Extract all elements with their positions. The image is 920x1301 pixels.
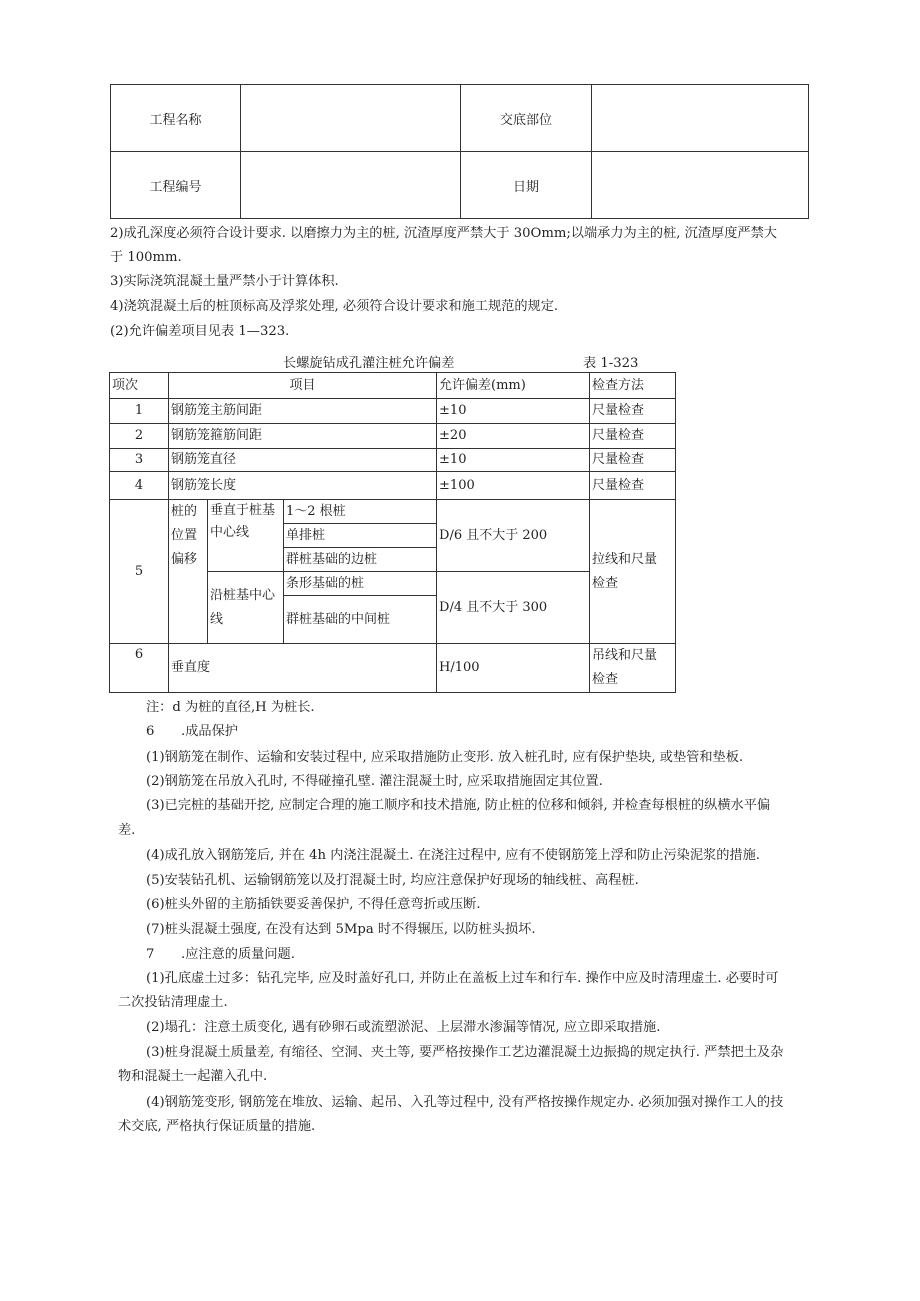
row-method: 尺量检查	[590, 449, 676, 472]
row-method: 尺量检查	[590, 472, 676, 500]
row-tolerance: ±10	[437, 449, 590, 472]
row-item: 钢筋笼直径	[169, 449, 437, 472]
section7-number: 7	[146, 947, 155, 962]
row-method: 尺量检查	[590, 399, 676, 424]
project-no-value	[241, 152, 461, 219]
col-header-method: 检查方法	[590, 373, 676, 399]
tolerance-table	[109, 372, 676, 693]
table-row	[110, 399, 676, 424]
section6-line: (3)已完桩的基础开挖, 应制定合理的施工顺序和技术措施, 防止桩的位移和倾斜, 并检查每根桩的纵横水平偏	[146, 798, 771, 813]
section7-title: .应注意的质量问题.	[181, 947, 295, 962]
row-tolerance: ±100	[437, 472, 590, 500]
row5-item-line: 偏移	[171, 552, 198, 567]
row-item: 钢筋笼长度	[169, 472, 437, 500]
row-no: 3	[110, 449, 169, 472]
table-note: 注：d 为桩的直径,H 为桩长.	[146, 700, 315, 715]
row5-item-line: 桩的	[171, 504, 198, 519]
row-tolerance: H/100	[437, 644, 590, 693]
table-row	[110, 424, 676, 449]
intro-line: 2)成孔深度必须符合设计要求. 以磨擦力为主的桩, 沉渣厚度严禁大于 30Omm;以端承力为主的桩, 沉渣厚度严禁大	[110, 226, 777, 241]
project-no-label: 工程编号	[111, 152, 241, 219]
row5-sub: 单排桩	[284, 524, 437, 548]
handover-part-value	[592, 85, 809, 152]
row5-sub: 群桩基础的中间桩	[284, 596, 437, 644]
perpendicular-line: 垂直于桩基	[210, 503, 276, 518]
section6-number: 6	[146, 724, 155, 739]
row5-perpendicular	[208, 500, 284, 572]
section7-line: (4)钢筋笼变形, 钢筋笼在堆放、运输、起吊、入孔等过程中, 没有严格按操作规定办. 必须加强对操作工人的技	[146, 1095, 784, 1110]
row-no: 6	[110, 644, 169, 693]
project-name-label: 工程名称	[111, 85, 241, 152]
intro-line: 于 100mm.	[110, 250, 182, 265]
section7-line: (3)桩身混凝土质量差, 有缩径、空洞、夹土等, 要严格按操作工艺边灌混凝土边振捣的规定执行. 严禁把土及杂	[146, 1045, 784, 1060]
section7-line: 术交底, 严格执行保证质量的措施.	[118, 1119, 316, 1134]
row5-item	[169, 500, 208, 644]
handover-part-label: 交底部位	[461, 85, 592, 152]
row5-tolerance-2: D/4 且不大于 300	[437, 572, 590, 644]
row-no: 1	[110, 399, 169, 424]
row-no: 2	[110, 424, 169, 449]
row5-item-line: 位置	[171, 528, 198, 543]
row5-method	[590, 500, 676, 644]
method-line: 检查	[592, 575, 619, 591]
along-line: 线	[210, 611, 224, 627]
section6-line: (7)桩头混凝土强度, 在没有达到 5Mpa 时不得辗压, 以防桩头损坏.	[146, 922, 536, 937]
table-number: 表 1-323	[583, 356, 639, 371]
table-row	[110, 472, 676, 500]
section7-line: 物和混凝土一起灌入孔中.	[118, 1069, 268, 1084]
row5-sub: 条形基础的桩	[284, 572, 437, 596]
perpendicular-line: 中心线	[210, 525, 250, 540]
row-item: 垂直度	[169, 644, 437, 693]
section7-line: (2)塌孔：注意土质变化, 遇有砂卵石或流塑淤泥、上层滞水渗漏等情况, 应立即采取措施.	[146, 1020, 661, 1035]
section6-line: (5)安装钻孔机、运输钢筋笼以及打混凝土时, 均应注意保护好现场的轴线桩、高程桩.	[146, 873, 639, 888]
row6-method	[590, 644, 676, 693]
row-no: 4	[110, 472, 169, 500]
date-label: 日期	[461, 152, 592, 219]
section6-line: 差.	[118, 823, 136, 838]
row5-sub: 群桩基础的边桩	[284, 548, 437, 572]
row5-tolerance-1: D/6 且不大于 200	[437, 500, 590, 572]
project-name-value	[241, 85, 461, 152]
intro-line: 4)浇筑混凝土后的桩顶标高及浮浆处理, 必须符合设计要求和施工规范的规定.	[110, 299, 559, 314]
header-table	[110, 84, 809, 219]
method-line: 检查	[592, 672, 619, 687]
table-row	[110, 644, 676, 693]
row-no: 5	[110, 500, 169, 644]
row-item: 钢筋笼箍筋间距	[169, 424, 437, 449]
method-line: 拉线和尺量	[592, 551, 658, 567]
intro-line: (2)允许偏差项目见表 1—323.	[110, 324, 290, 339]
row5-along	[208, 572, 284, 644]
table-row	[110, 500, 676, 524]
row-item: 钢筋笼主筋间距	[169, 399, 437, 424]
section6-line: (2)钢筋笼在吊放入孔时, 不得碰撞孔壁. 灌注混凝土时, 应采取措施固定其位置.	[146, 774, 603, 789]
section6-line: (1)钢筋笼在制作、运输和安装过程中, 应采取措施防止变形. 放入桩孔时, 应有保护垫块, 或垫管和垫板.	[146, 750, 744, 765]
col-header-tolerance: 允许偏差(mm)	[437, 373, 590, 399]
row5-sub: 1～2 根桩	[284, 500, 437, 524]
date-value	[592, 152, 809, 219]
along-line: 沿桩基中心	[210, 587, 276, 603]
section6-line: (4)成孔放入钢筋笼后, 并在 4h 内浇注混凝土. 在浇注过程中, 应有不使钢筋笼上浮和防止污染泥浆的措施.	[146, 848, 760, 863]
table-title: 长螺旋钻成孔灌注桩允许偏差	[283, 356, 455, 371]
row-tolerance: ±20	[437, 424, 590, 449]
table-row	[110, 449, 676, 472]
intro-line: 3)实际浇筑混凝土量严禁小于计算体积.	[110, 274, 339, 289]
col-header-no: 项次	[110, 373, 169, 399]
section7-line: 二次投钻清理虚土.	[118, 995, 228, 1010]
row-method: 尺量检查	[590, 424, 676, 449]
row-tolerance: ±10	[437, 399, 590, 424]
section7-line: (1)孔底虚土过多：钻孔完毕, 应及时盖好孔口, 并防止在盖板上过车和行车. 操作中应及时清理虚土. 必要时可	[146, 971, 779, 986]
col-header-item: 项目	[169, 373, 437, 399]
section6-title: .成品保护	[181, 724, 238, 739]
section6-line: (6)桩头外留的主筋插铁要妥善保护, 不得任意弯折或压断.	[146, 897, 481, 912]
method-line: 吊线和尺量	[592, 648, 658, 663]
